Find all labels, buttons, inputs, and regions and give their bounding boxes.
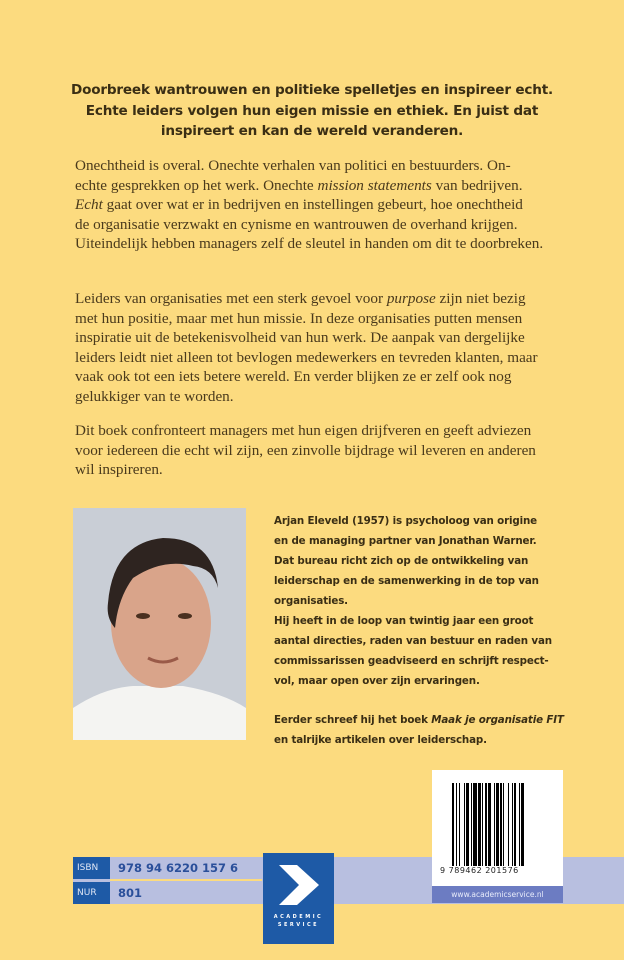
text-segment: voor iedereen die echt wil zijn, een zinvolle bijdrage wil leveren en anderen (75, 441, 536, 459)
nur-label: NUR (73, 882, 110, 904)
text-line (75, 195, 575, 215)
text-line (274, 591, 594, 611)
barcode-bar (521, 783, 523, 869)
text-segment: Hij heeft in de loop van twintig jaar een groot (274, 615, 534, 627)
text-line (75, 460, 575, 480)
headline-line: Doorbreek wantrouwen en politieke spelletjes en inspireer echt. (71, 82, 553, 98)
text-segment: commissarissen geadviseerd en schrijft respect- (274, 655, 549, 667)
isbn-value: 978 94 6220 157 6 (118, 861, 239, 875)
text-segment: Dit boek confronteert managers met hun eigen drijfveren en geeft adviezen (75, 422, 532, 439)
text-segment: met hun positie, maar met hun missie. In deze organisaties putten mensen (75, 309, 523, 327)
text-line (274, 651, 594, 671)
text-line (75, 441, 575, 461)
text-line (274, 531, 594, 551)
text-segment: inspiratie uit de betekenisvolheid van hun werk. De aanpak van dergelijke (75, 329, 525, 347)
text-segment: mission statements (317, 176, 432, 194)
text-line (75, 176, 575, 196)
text-line (75, 328, 575, 348)
text-line (75, 289, 575, 309)
paragraph-1 (75, 156, 575, 254)
barcode-bars (452, 783, 544, 869)
text-segment: en talrijke artikelen over leiderschap. (274, 734, 487, 746)
logo-text: ACADEMIC (273, 914, 324, 920)
text-segment: van bedrijven. (431, 176, 523, 194)
text-segment: purpose (386, 290, 436, 307)
text-segment: zijn niet bezig (435, 290, 526, 307)
text-line (274, 691, 594, 710)
isbn-label: ISBN (73, 857, 110, 879)
text-segment: Dat bureau richt zich op de ontwikkeling van (274, 555, 529, 567)
text-line (75, 421, 575, 441)
text-segment: en de managing partner van Jonathan Warner. (274, 535, 537, 547)
headline-line: inspireert en kan de wereld veranderen. (160, 123, 464, 139)
nur-value: 801 (118, 886, 143, 900)
text-line (274, 671, 594, 691)
text-line (274, 631, 594, 651)
text-segment: leiders leidt niet alleen tot bevlogen medewerkers en tevreden klanten, maar (75, 348, 538, 366)
chevron-right-icon (263, 853, 334, 913)
text-line (274, 730, 594, 750)
barcode (432, 770, 563, 886)
text-line (75, 309, 575, 329)
text-segment: Arjan Eleveld (1957) is psycholoog van origine (274, 515, 537, 527)
author-photo (73, 508, 246, 740)
text-line (75, 156, 575, 176)
publisher-logo (263, 853, 334, 944)
barcode-number: 9 789462 201576 (440, 866, 560, 875)
text-segment: vaak ook tot een iets betere wereld. En verder blijken ze er zelf ook nog (75, 368, 512, 386)
text-segment: vol, maar open over zijn ervaringen. (274, 675, 480, 687)
text-segment: wil inspireren. (75, 461, 163, 479)
text-segment: gelukkiger van te worden. (75, 387, 234, 405)
text-segment: organisaties. (274, 595, 348, 607)
text-line (75, 348, 575, 368)
author-bio (274, 511, 594, 750)
text-line (274, 611, 594, 631)
text-line (274, 571, 594, 591)
text-line (274, 710, 594, 730)
publisher-url[interactable]: www.academicservice.nl (432, 886, 563, 903)
text-segment: aantal directies, raden van bestuur en raden van (274, 635, 552, 647)
text-segment: Uiteindelijk hebben managers zelf de sleutel in handen om dit te doorbreken. (75, 235, 544, 253)
text-segment: Leiders van organisaties met een sterk gevoel voor (75, 290, 387, 307)
headline-line: Echte leiders volgen hun eigen missie en ethiek. En juist dat (85, 102, 539, 119)
text-segment: Onechtheid is overal. Onechte verhalen van politici en bestuurders. On- (75, 157, 511, 174)
text-segment: Eerder schreef hij het boek (274, 714, 432, 726)
text-segment: Echt (75, 196, 103, 214)
text-segment: leiderschap en de samenwerking in de top van (274, 575, 539, 587)
text-segment: Maak je organisatie FIT (431, 714, 564, 726)
text-segment: de organisatie verzwakt en cynisme en wantrouwen de overhand krijgen. (75, 215, 518, 233)
logo-text: SERVICE (277, 922, 320, 928)
text-line (75, 367, 575, 387)
text-line (75, 215, 575, 235)
paragraph-3 (75, 421, 575, 480)
paragraph-2 (75, 289, 575, 407)
text-line (75, 234, 575, 254)
text-segment: echte gesprekken op het werk. Onechte (75, 176, 318, 194)
text-line (274, 511, 594, 531)
text-line (75, 387, 575, 407)
headline (0, 80, 624, 142)
text-segment: gaat over wat er in bedrijven en instellingen gebeurt, hoe onechtheid (102, 196, 523, 214)
divider (110, 879, 262, 881)
text-line (274, 551, 594, 571)
